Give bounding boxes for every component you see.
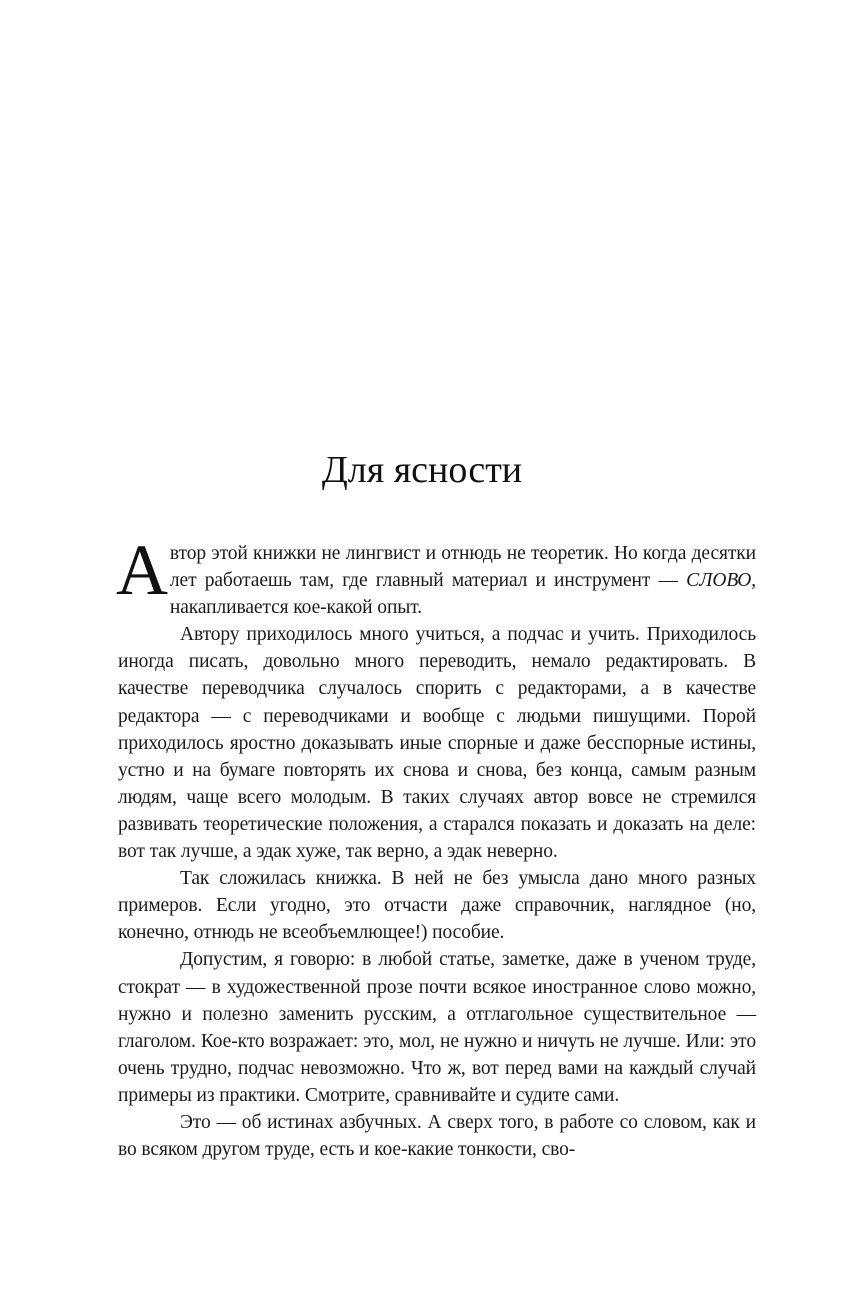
paragraph-4: Допустим, я говорю: в любой статье, заметке, даже в ученом труде, стократ — в художественной прозе почти всякое иностранное слово можно, нужно и полезно заменить русским, а отглагольное существительное — глаголом. Кое-кто возражает: это, мол, не нужно и ничуть не лучше. Или: это очень трудно, подчас невозможно. Что ж, вот перед вами на каждый случай примеры из практики. Смотрите, сравнивайте и судите сами.	[118, 949, 756, 1106]
paragraph-2: Автору приходилось много учиться, а подчас и учить. Приходилось иногда писать, довольно много переводить, немало редактировать. В качестве переводчика случалось спорить с редакторами, а в качестве редактора — с переводчиками и вообще с людьми пишущими. Порой приходилось яростно доказывать иные спорные и даже бесспорные истины, устно и на бумаге повторять их снова и снова, без конца, самым разным людям, чаще всего молодым. В таких случаях автор вовсе не стремился развивать теоретические положения, а старался показать и доказать на деле: вот так лучше, а эдак хуже, так верно, а эдак неверно.	[118, 624, 756, 863]
paragraph-3: Так сложилась книжка. В ней не без умысла дано много разных примеров. Если угодно, это отчасти даже справочник, наглядное (но, конечно, отнюдь не всеобъемлющее!) пособие.	[118, 868, 756, 944]
paragraph-1-text-start: втор этой книжки не лингвист и отнюдь не теоретик. Но когда десятки лет работаешь там, где главный материал и инструмент —	[169, 543, 756, 592]
chapter-title: Для ясности	[321, 449, 523, 491]
paragraph-1-text-end: , накапливается кое-какой опыт.	[169, 570, 756, 619]
body-text	[116, 530, 756, 1163]
emphasis-slovo: СЛОВО	[686, 570, 752, 592]
paragraph-5: Это — об истинах азбучных. А сверх того, в работе со словом, как и во всяком другом труде, есть и кое-какие тонкости, сво-	[118, 1111, 756, 1161]
drop-cap: А	[116, 530, 168, 610]
paragraph-1	[116, 530, 756, 621]
